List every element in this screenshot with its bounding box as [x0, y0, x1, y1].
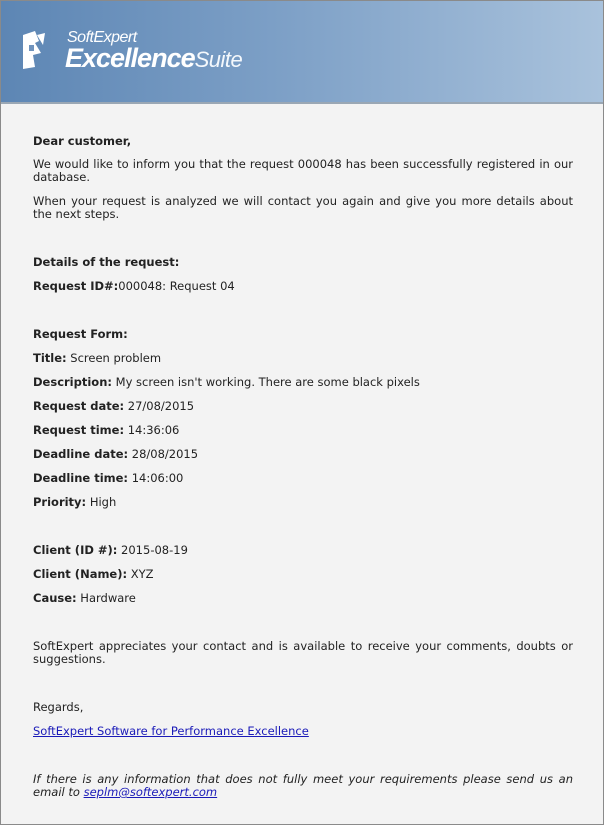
regards-text: Regards, [33, 700, 84, 714]
field-label: Client (ID #): [33, 543, 118, 557]
field-label: Deadline date: [33, 447, 129, 461]
field-label: Cause: [33, 591, 77, 605]
request-id-value: 000048: Request 04 [118, 279, 235, 293]
field-label: Priority: [33, 495, 87, 509]
field-cause [33, 592, 573, 605]
email-body [33, 129, 573, 799]
company-website-link[interactable]: SoftExpert Software for Performance Excellence [33, 724, 309, 738]
field-request-time [33, 424, 573, 437]
followup-paragraph: When your request is analyzed we will contact you again and give you more details about the next steps. [33, 194, 573, 221]
company-link-line [33, 725, 573, 738]
field-value: High [89, 495, 117, 509]
field-label: Description: [33, 375, 112, 389]
email-header-banner [1, 1, 603, 104]
intro-paragraph: We would like to inform you that the request 000048 has been successfully registered in our database. [33, 157, 573, 184]
support-email-link[interactable]: seplm@softexpert.com [83, 785, 218, 799]
field-label: Deadline time: [33, 471, 129, 485]
details-heading: Details of the request: [33, 255, 180, 269]
field-label: Request time: [33, 423, 125, 437]
field-label: Title: [33, 351, 67, 365]
footer-note [33, 773, 573, 799]
field-label: Client (Name): [33, 567, 128, 581]
field-deadline-time [33, 472, 573, 485]
field-title [33, 352, 573, 365]
field-value: XYZ [130, 567, 154, 581]
greeting: Dear customer, [33, 134, 132, 148]
field-client-name [33, 568, 573, 581]
field-deadline-date [33, 448, 573, 461]
logo-excellence-word: Excellence [65, 43, 195, 73]
field-description [33, 376, 573, 389]
field-value: Hardware [80, 591, 136, 605]
request-id-line [33, 280, 573, 293]
footer-note-text: If there is any information that does not fully meet your requirements please send us an email to [33, 772, 573, 799]
field-value: 14:06:00 [131, 471, 184, 485]
logo-suite-word: Suite [194, 47, 243, 72]
logo-softexpert-text: SoftExpert [67, 29, 137, 46]
field-value: 28/08/2015 [131, 447, 199, 461]
field-value: 2015-08-19 [121, 543, 188, 557]
field-value: Screen problem [70, 351, 162, 365]
request-id-label: Request ID#: [33, 279, 119, 293]
logo-excellence-text [65, 43, 242, 74]
field-value: My screen isn't working. There are some black pixels [115, 375, 420, 389]
field-client-id [33, 544, 573, 557]
field-label: Request date: [33, 399, 125, 413]
field-request-date [33, 400, 573, 413]
softexpert-logo-icon [21, 31, 47, 69]
request-form-heading: Request Form: [33, 327, 128, 341]
field-value: 14:36:06 [127, 423, 180, 437]
field-value: 27/08/2015 [127, 399, 195, 413]
appreciation-paragraph: SoftExpert appreciates your contact and is available to receive your comments, doubts or suggestions. [33, 639, 573, 666]
field-priority [33, 496, 573, 509]
